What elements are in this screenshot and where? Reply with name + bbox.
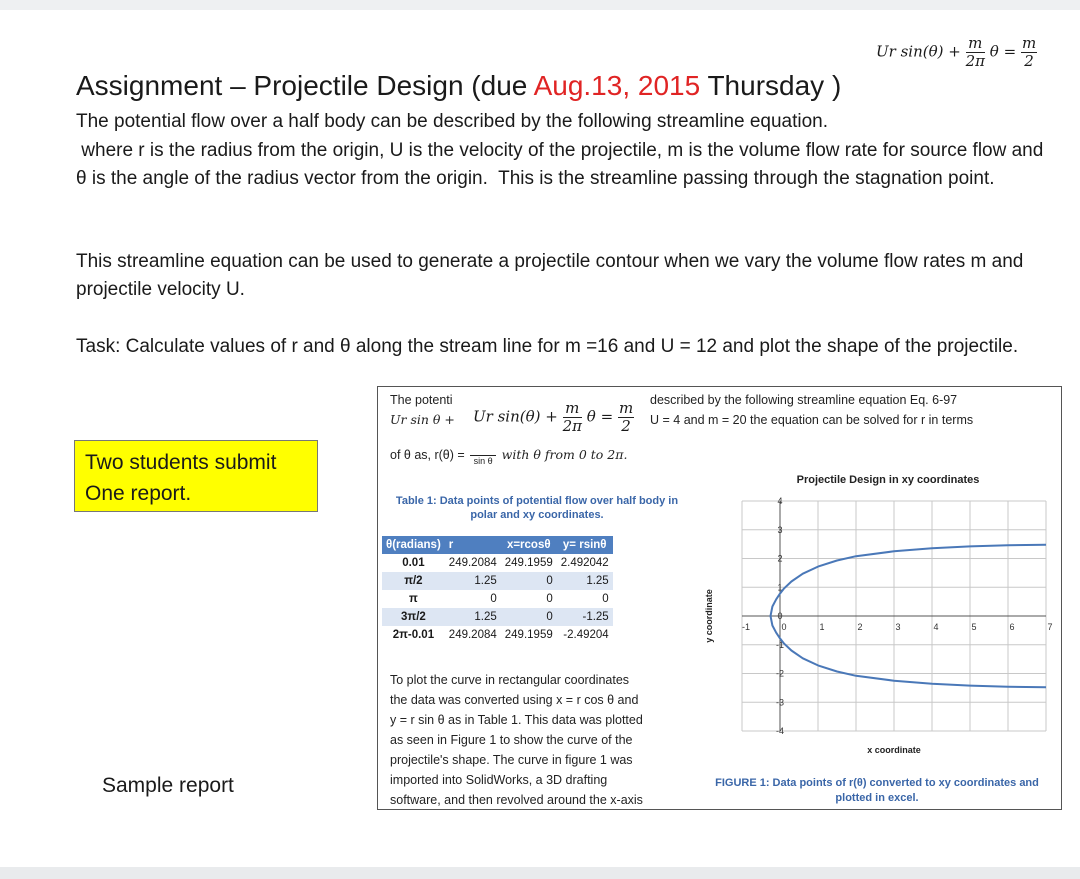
- paragraph-3: This streamline equation can be used to generate a projectile contour when we vary the volume flow rates m and projectile velocity U.: [76, 251, 1024, 300]
- table-header-cell: r: [445, 536, 501, 554]
- paragraph-2: where r is the radius from the origin, U is the velocity of the projectile, m is the volume flow rate for source flow and θ is the angle of the radius vector from the origin. This is the streamline passing through the stagnation point.: [76, 140, 1049, 189]
- explain-line: To plot the curve in rectangular coordinates: [390, 673, 630, 687]
- table-cell: 0.01: [402, 557, 425, 569]
- formula-fraction-2: [1021, 36, 1037, 69]
- formula-fraction-1: [966, 36, 985, 69]
- formula-lhs: Ur sin(θ) +: [876, 42, 961, 61]
- table-cell: 0: [501, 572, 557, 590]
- x-tick-label: -1: [741, 622, 751, 632]
- figure-caption-line-2: plotted in excel.: [835, 792, 919, 804]
- frac-denominator: 2: [1024, 52, 1034, 70]
- explain-line: projectile's shape. The curve in figure 1 was: [390, 753, 633, 767]
- chart-title: Projectile Design in xy coordinates: [796, 474, 980, 486]
- table-cell: 0: [490, 593, 497, 605]
- table-cell: π: [408, 593, 418, 605]
- x-tick-label: 3: [895, 622, 901, 632]
- note-line-1: Two students submit: [85, 451, 277, 474]
- report-solve-line: [390, 445, 627, 466]
- explain-line: as seen in Figure 1 to show the curve of the: [390, 733, 633, 747]
- table-header-cell: x=rcosθ: [501, 536, 557, 554]
- x-tick-label: 1: [819, 622, 825, 632]
- table-cell: 0: [501, 608, 557, 626]
- formula-mid: θ =: [989, 42, 1017, 61]
- sample-report-panel: [377, 386, 1062, 810]
- table-cell: 249.2084: [448, 557, 497, 569]
- table-cell: 0: [546, 593, 553, 605]
- y-tick-label: 0: [777, 611, 783, 621]
- solve-denominator: sin θ: [473, 456, 493, 466]
- y-tick-label: 2: [777, 553, 783, 564]
- table-row: [382, 590, 613, 608]
- table-cell: -1.25: [557, 608, 613, 626]
- y-tick-label: -3: [775, 697, 785, 708]
- sample-report-label: Sample report: [102, 774, 234, 797]
- x-tick-label: 7: [1047, 622, 1053, 632]
- table-header-cell: y= rsinθ: [557, 536, 613, 554]
- report-eq-right: U = 4 and m = 20 the equation can be solved for r in terms: [650, 413, 974, 427]
- table-cell: 3π/2: [382, 608, 445, 626]
- frac-numerator: m: [563, 401, 582, 418]
- solve-prefix: of θ as, r(θ) =: [390, 447, 465, 462]
- table-header-row: [382, 536, 613, 554]
- explain-line: software, and then revolved around the x-axis: [390, 793, 643, 807]
- solve-suffix: with θ from 0 to 2π.: [501, 446, 628, 462]
- y-tick-label: -2: [775, 668, 785, 679]
- report-intro-left: The potenti: [390, 393, 453, 407]
- x-tick-label: 0: [781, 622, 787, 632]
- report-inline-formula: [473, 401, 634, 434]
- table-cell: 0: [602, 593, 609, 605]
- table-cell: 249.1959: [504, 629, 553, 641]
- frac-denominator: 2: [621, 417, 631, 435]
- x-tick-label: 2: [857, 622, 863, 632]
- table-cell: π/2: [382, 572, 445, 590]
- table-row: [382, 554, 613, 572]
- top-border: [0, 0, 1080, 10]
- bottom-border: [0, 867, 1080, 879]
- formula-fraction-1: [563, 401, 582, 434]
- paragraph-4: Task: Calculate values of r and θ along the stream line for m =16 and U = 12 and plot the shape of the projectile.: [76, 336, 1019, 357]
- frac-denominator: 2π: [562, 417, 582, 435]
- solve-fraction: [470, 445, 496, 466]
- report-intro-right: described by the following streamline equation Eq. 6-97: [650, 393, 958, 407]
- frac-numerator: m: [1021, 34, 1037, 52]
- submission-note: [74, 440, 318, 512]
- frac-numerator: m: [618, 399, 634, 417]
- frac-numerator: m: [966, 36, 985, 53]
- header-formula: [876, 36, 1037, 69]
- explain-line: the data was converted using x = r cos θ and: [390, 693, 639, 707]
- table-cell: 2.492042: [560, 557, 609, 569]
- table-cell: -2.49204: [563, 629, 609, 641]
- page-title: [76, 70, 841, 102]
- due-date: Aug.13, 2015: [533, 70, 701, 101]
- explanation-text: [390, 670, 643, 810]
- table-cell: 1.25: [445, 572, 501, 590]
- figure-caption: [696, 776, 1058, 806]
- y-tick-label: -4: [775, 726, 785, 736]
- table-row: [382, 572, 613, 590]
- figure-caption-line-1: FIGURE 1: Data points of r(θ) converted to xy coordinates and: [715, 777, 1039, 789]
- explain-line: imported into SolidWorks, a 3D drafting: [390, 773, 608, 787]
- explain-line: y = r sin θ as in Table 1. This data was plotted: [390, 713, 643, 727]
- note-line-2: One report.: [85, 482, 192, 505]
- table-cell: 2π-0.01: [392, 629, 435, 641]
- data-table: [382, 536, 613, 644]
- x-tick-label: 6: [1009, 622, 1015, 632]
- report-eq-prefix: Ur sin θ +: [390, 412, 455, 427]
- table-cell: 1.25: [557, 572, 613, 590]
- formula-mid: θ =: [586, 407, 614, 426]
- x-tick-label: 4: [933, 622, 939, 632]
- y-tick-label: 4: [777, 496, 783, 506]
- formula-fraction-2: [618, 401, 634, 434]
- paragraph-1: The potential flow over a half body can be described by the following streamline equation.: [76, 111, 829, 132]
- y-tick-label: 1: [777, 582, 783, 593]
- formula-lhs: Ur sin(θ) +: [473, 407, 558, 426]
- x-tick-label: 5: [971, 622, 977, 632]
- title-prefix: Assignment – Projectile Design (due: [76, 70, 534, 101]
- table-header-cell: θ(radians): [382, 536, 445, 554]
- table-cell: 1.25: [445, 608, 501, 626]
- y-tick-label: -1: [775, 639, 785, 650]
- y-tick-label: 3: [777, 524, 783, 535]
- frac-denominator: 2π: [965, 52, 985, 70]
- projectile-chart: [700, 469, 1056, 759]
- table-cell: 249.2084: [448, 629, 497, 641]
- table-caption: Table 1: Data points of potential flow over half body in polar and xy coordinates.: [395, 495, 679, 521]
- y-axis-title: y coordinate: [704, 589, 714, 643]
- x-axis-title: x coordinate: [867, 745, 921, 755]
- table-row: [382, 626, 613, 644]
- title-suffix: Thursday ): [700, 70, 842, 101]
- table-cell: 249.1959: [504, 557, 553, 569]
- table-row: [382, 608, 613, 626]
